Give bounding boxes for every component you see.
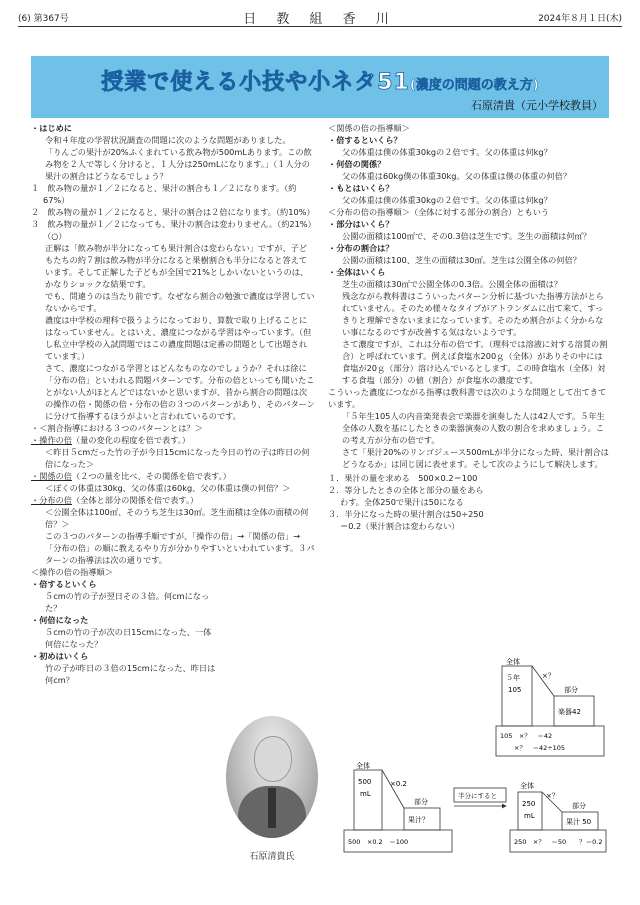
rate-label: ×？ [542,672,555,680]
body-paragraph: こういった濃度につながる指導は教科書では次のような問題として出てきています。 [328,387,607,409]
volume-2: 250 [522,800,536,808]
choice-item: １ 飲み物の量が１／２になると、果汁の割合も１／２になります。（約67%） [31,183,297,205]
rel-subheading: ・何倍の関係？ [328,159,386,169]
intro-paragraph: 正解は「飲み物が半分になっても果汁割合は変わらない」ですが、子どもたちの約７割は飲み物が半分になると果樹割合も半分になると答えています。そして正解した子どもが全国で21%としかいないというのは、かなりショックな結果です。 [45,243,309,289]
equation-2: ×？ ＝42÷105 [514,744,566,752]
solution-step: ３．半分になった時の果汁割合は50÷250＝0.2（果汁割合は変わらない） [328,509,484,531]
part-label-2: 部分 [572,802,586,810]
students-label: ５年 [506,674,520,682]
students-count: 105 [508,686,522,694]
title-main: 授業で使える小技や小ネタ51 [101,70,410,95]
op-subheading: ・初めはいくら [31,651,89,661]
dist-text: 公園の面積は100㎡で、その0.3倍は芝生です。芝生の面積は何㎡？ [342,231,591,241]
pattern-term: ・操作の倍 [31,435,72,445]
whole-box-2 [518,792,542,830]
pattern-desc: （全体と部分の関係を倍で表す。） [71,495,199,505]
op-text: 竹の子が昨日の３倍の15cmになった、昨日は何cm？ [45,663,216,685]
op-subheading: ・倍するといくら [31,579,97,589]
photo-caption: 石原清貴氏 [249,852,295,862]
solution-step: ２．等分したときの全体と部分の量をあらわす。全体250で果汁は50になる [328,485,484,507]
op-text: ５cmの竹の子が翌日その３倍。何cmになった？ [45,591,210,613]
juice-2: 果汁 50 [566,818,592,826]
body-paragraph: 残念ながら教科書はこういったパターン分析に基づいた指導方法がとられていません。そのため様々なタイプがアトランダムに出て来て、すっきりと理解できないままになっています。そのため割合がよく分からない事になるのですが改善する気はないようです。 [342,291,604,337]
left-column [31,122,315,686]
intro-paragraph: さて、濃度につながる学習とはどんなものなのでしょうか？それは徐に「分布の倍」といわれる問題パターンです。分布の倍といっても聞いたことがない人がほとんどではないかと思いますが、昔から割合の問題は次の操作の倍・関係の倍・分布の倍の３つのパターンがあり、そのパターンに分けて指導するほうがよいと言われているのです。 [45,363,315,421]
body-paragraph: 「５年生105人の内音楽発表会で楽器を演奏した人は42人です。５年生全体の人数を基にしたときの楽器演奏の人数の割合を求めましょう。この考え方が分布の倍です。 [342,411,605,445]
pattern-item [31,434,315,446]
dist-text: 公園の面積は100、芝生の面積は30㎡。芝生は公園全体の何倍？ [342,255,581,265]
intro-paragraph: 濃度は中学校の理科で扱うようになっており、算数で取り上げることにはなっていません。とはいえ、濃度につながる学習はやっています。（但し私立中学校の入試問題ではこの濃度問題は定番の問題として出題されています。） [45,315,312,361]
pattern-term: ・分布の倍 [31,495,72,505]
op-subheading: ・何倍になった [31,615,89,625]
pattern-example: ＜ぼくの体重は30kg、父の体重は60kg、父の体重は僕の何倍？＞ [45,483,291,493]
diagram-students [494,656,610,762]
unit-2: mL [524,812,535,820]
page-header [18,8,622,27]
pattern-item [31,470,315,482]
author-photo [226,716,318,838]
unit-1: mL [360,790,371,798]
rel-heading: ＜関係の倍の指導順＞ [328,123,410,133]
choice-item: ３ 飲み物の量が１／２になっても、果汁の割合は変わりません。（約21%）（○） [31,219,312,241]
solution-step: １．果汁の量を求める 500×0.2＝100 [328,473,478,483]
pattern-desc: （２つの量を比べ、その関係を倍で表す。） [71,471,231,481]
issue-date: 2024年８月１日(木) [538,14,622,24]
pattern-term: ・関係の倍 [31,471,72,481]
pattern-heading: ・＜割合指導における３つのパターンとは？＞ [31,423,203,433]
rel-text: 父の体重は60kg僕の体重30kg。父の体重は僕の体重の何倍？ [342,171,572,181]
rate-2: ×？ [546,792,559,800]
dist-subheading: ・部分はいくら？ [328,219,394,229]
juice-1: 果汁？ [408,816,429,824]
photo-head-shape [254,736,292,782]
rel-text: 父の体重は僕の体重30kgの２倍です。父の体重は何kg？ [342,147,552,157]
equation-1: 105 ×？ ＝42 [500,732,553,740]
newspaper-name: 日 教 組 香 川 [243,12,397,27]
dist-heading: ＜分布の倍の指導順＞（全体に対する部分の割合）ともいう [328,207,550,217]
rate-1: ×0.2 [390,780,407,788]
pattern-note: この３つのパターンの指導手順ですが、「操作の倍」→「関係の倍」→「分布の倍」の順に教えるやり方が分かりやすいといわれています。３パターンの指導法は次の通りです。 [45,531,315,565]
diagram-juice [340,762,610,858]
instrument-label: 楽器42 [558,708,581,716]
part-label: 部分 [564,686,578,694]
photo-tie-shape [268,788,276,828]
intro-paragraph: でも、問違うのは当たり前です。なぜなら割合の勉強で濃度は学習していないからです。 [45,291,315,313]
author-byline: 石原清貴（元小学校教員） [471,99,603,112]
op-heading: ＜操作の倍の指導順＞ [31,567,113,577]
pattern-example: ＜昨日５cmだった竹の子が今日15cmになった今日の竹の子は昨日の何倍になった＞ [45,447,310,469]
dist-text: 芝生の面積は30㎡で公園全体の0.3倍。公園全体の面積は？ [342,279,562,289]
article-banner [31,56,609,118]
halve-label: 半分にすると [458,792,497,800]
intro-paragraph: 「りんごの果汁が20%ふくまれている飲み物が500mLあります。この飲み物を２人で等しく分けると、１人分は250mLになります。」（１人分の果汁の割合はどうなるでしょう？ [45,147,312,181]
dist-subheading: ・全体はいくら [328,267,386,277]
title-sub: (濃度の問題の教え方) [409,78,539,93]
body-paragraph: さて濃度ですが、これは分布の倍です。（理科では溶液に対する溶質の割合）と呼ばれています。例えば食塩水200ｇ（全体）がありその中には食塩が20ｇ（部分）溶け込んでいるとします。この時食塩水（全体）対する食塩（部分）の値（割合）が食塩水の濃度です。 [342,339,608,385]
whole-label-1: 全体 [356,762,370,770]
rel-subheading: ・倍するといくら？ [328,135,402,145]
pattern-example: ＜公園全体は100㎡、そのうち芝生は30㎡。芝生面積は全体の面積の何倍？＞ [45,507,309,529]
header-rule [18,26,622,27]
right-column [328,122,610,532]
part-label-1: 部分 [414,798,428,806]
choice-item: ２ 飲み物の量が１／２になると、果汁の割合は２倍になります。（約10%） [31,207,315,217]
whole-label-2: 全体 [520,782,534,790]
intro-paragraph: 令和４年度の学習状況調査の問題に次のような問題がありました。 [45,135,291,145]
body-paragraph: さて「果汁20%のリンゴジュース500mLが半分になった時、果汁割合はどうなるか」は同じ図に表せます。そして次のようにして解決します。 [342,447,609,469]
intro-heading: ・はじめに [31,123,72,133]
equation-juice-1: 500 ×0.2 ＝100 [348,838,409,846]
dist-subheading: ・分布の割合は？ [328,243,394,253]
rel-subheading: ・もとはいくら？ [328,183,394,193]
pattern-desc: （量の変化の程度を倍で表す。） [71,435,191,445]
rel-text: 父の体重は僕の体重30kgの２倍です。父の体重は何kg？ [342,195,552,205]
whole-label: 全体 [506,658,520,666]
op-text: ５cmの竹の子が次の日15cmになった、一体何倍になった？ [45,627,212,649]
issue-number: (6) 第367号 [18,14,69,24]
volume-1: 500 [358,778,372,786]
article-title [31,65,609,96]
equation-juice-2: 250 ×？ ＝50 ？＝0.2 [514,838,603,846]
pattern-item [31,494,315,506]
